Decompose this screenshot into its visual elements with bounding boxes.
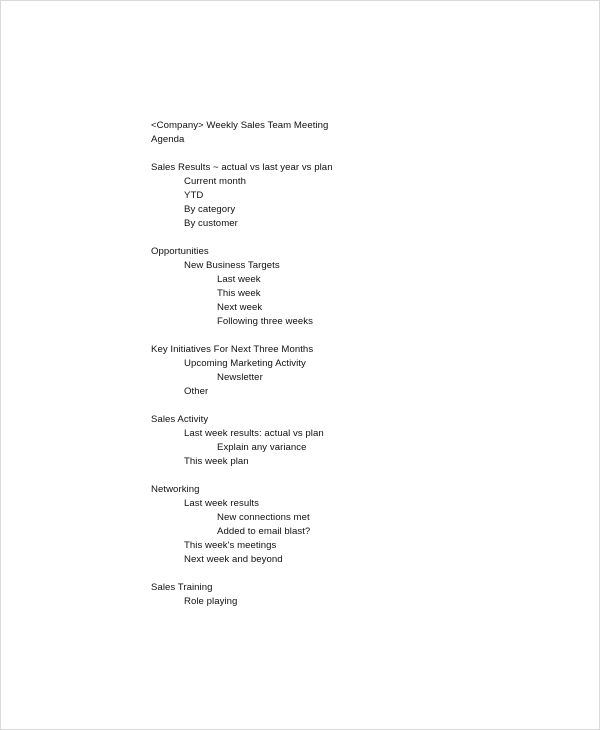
section-heading: Opportunities: [151, 246, 209, 257]
section-heading: Key Initiatives For Next Three Months: [151, 344, 314, 355]
document-subtitle: Agenda: [151, 134, 185, 145]
spacer: [151, 329, 571, 343]
agenda-sections: [151, 161, 571, 609]
agenda-section: [151, 343, 571, 399]
agenda-subitem: Next week: [217, 302, 263, 313]
section-heading: Sales Training: [151, 582, 213, 593]
agenda-item: Upcoming Marketing Activity: [184, 358, 306, 369]
agenda-subitem: Following three weeks: [217, 316, 313, 327]
spacer: [151, 469, 571, 483]
agenda-section: [151, 581, 571, 609]
agenda-content: [151, 119, 571, 609]
agenda-subitem: Explain any variance: [217, 442, 307, 453]
agenda-subitem: This week: [217, 288, 261, 299]
section-heading: Sales Results ~ actual vs last year vs plan: [151, 162, 333, 173]
agenda-item: By category: [184, 204, 236, 215]
agenda-item: This week plan: [184, 456, 249, 467]
agenda-subitem: Newsletter: [217, 372, 263, 383]
section-heading: Networking: [151, 484, 200, 495]
spacer: [151, 147, 571, 161]
agenda-item: Next week and beyond: [184, 554, 283, 565]
spacer: [151, 399, 571, 413]
agenda-item: Last week results: [184, 498, 259, 509]
agenda-item: By customer: [184, 218, 238, 229]
agenda-item: This week's meetings: [184, 540, 277, 551]
agenda-item: Other: [184, 386, 209, 397]
agenda-subitem: Last week: [217, 274, 261, 285]
document-title: <Company> Weekly Sales Team Meeting: [151, 120, 329, 131]
agenda-section: [151, 161, 571, 231]
agenda-subitem: New connections met: [217, 512, 310, 523]
agenda-item: New Business Targets: [184, 260, 280, 271]
agenda-section: [151, 483, 571, 567]
spacer: [151, 567, 571, 581]
agenda-section: [151, 413, 571, 469]
section-heading: Sales Activity: [151, 414, 209, 425]
agenda-item: Last week results: actual vs plan: [184, 428, 324, 439]
agenda-item: Role playing: [184, 596, 238, 607]
agenda-item: Current month: [184, 176, 246, 187]
agenda-subitem: Added to email blast?: [217, 526, 311, 537]
agenda-section: [151, 245, 571, 329]
spacer: [151, 231, 571, 245]
agenda-item: YTD: [184, 190, 204, 201]
